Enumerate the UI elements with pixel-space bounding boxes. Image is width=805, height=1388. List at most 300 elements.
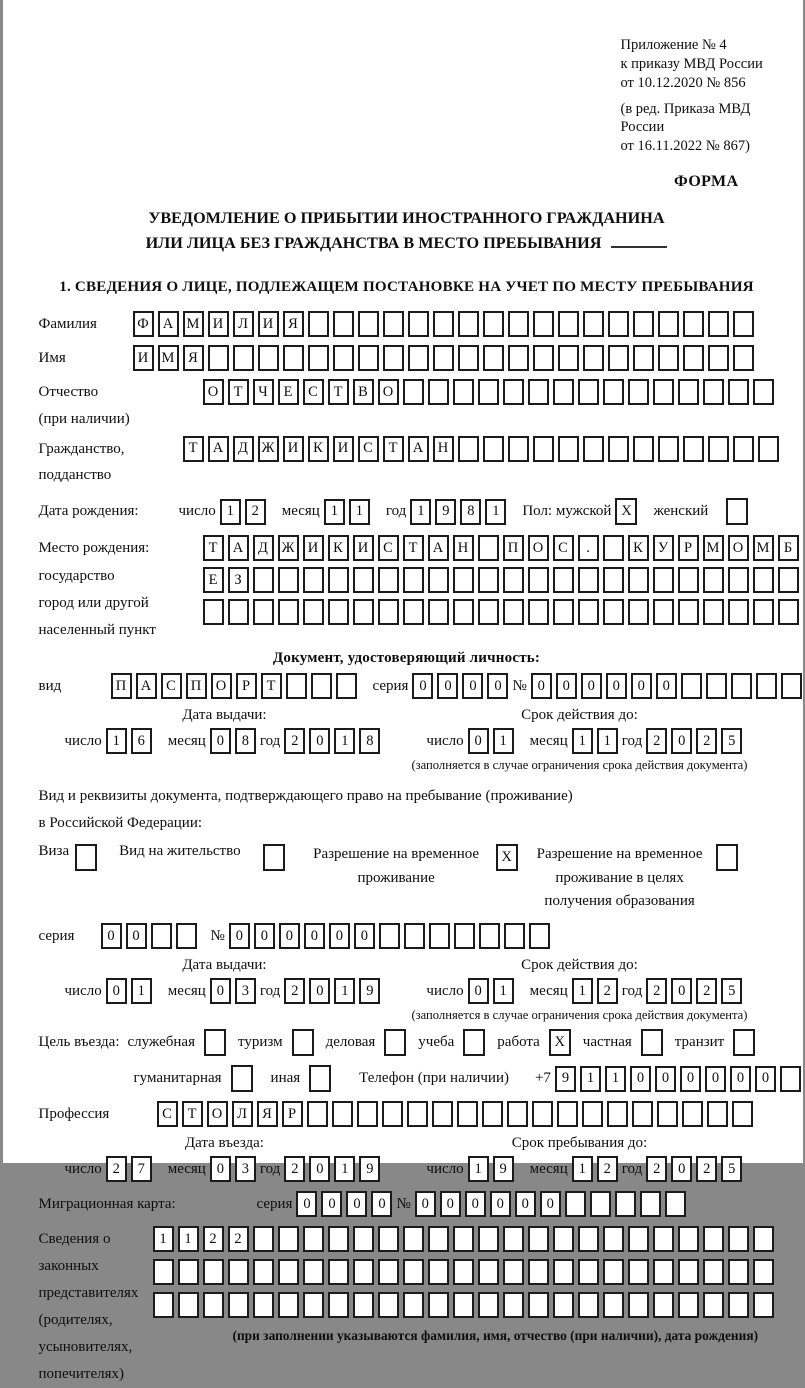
char-cell[interactable] xyxy=(278,1226,299,1252)
char-cell[interactable] xyxy=(553,1292,574,1318)
char-cell[interactable]: 0 xyxy=(630,1066,651,1092)
char-cell[interactable] xyxy=(433,345,454,371)
char-cell[interactable] xyxy=(428,379,449,405)
char-cell[interactable]: 0 xyxy=(671,728,692,754)
char-cell[interactable] xyxy=(578,1292,599,1318)
purpose-tourism-checkbox[interactable] xyxy=(292,1029,314,1056)
char-cell[interactable]: 5 xyxy=(721,1156,742,1182)
char-cell[interactable]: 0 xyxy=(468,728,489,754)
char-cell[interactable]: 0 xyxy=(468,978,489,1004)
char-cell[interactable]: 0 xyxy=(730,1066,751,1092)
char-cell[interactable] xyxy=(353,1259,374,1285)
char-cell[interactable]: 0 xyxy=(487,673,508,699)
char-cell[interactable] xyxy=(728,599,749,625)
char-cell[interactable] xyxy=(453,1292,474,1318)
char-cell[interactable]: 0 xyxy=(210,1156,231,1182)
char-cell[interactable] xyxy=(703,1226,724,1252)
char-cell[interactable] xyxy=(706,673,727,699)
char-cell[interactable]: Ж xyxy=(278,535,299,561)
char-cell[interactable] xyxy=(378,567,399,593)
char-cell[interactable] xyxy=(683,311,704,337)
char-cell[interactable] xyxy=(558,311,579,337)
char-cell[interactable]: 1 xyxy=(572,728,593,754)
char-cell[interactable] xyxy=(778,599,799,625)
char-cell[interactable]: 8 xyxy=(359,728,380,754)
char-cell[interactable] xyxy=(703,1292,724,1318)
char-cell[interactable]: 2 xyxy=(228,1226,249,1252)
char-cell[interactable] xyxy=(358,345,379,371)
char-cell[interactable] xyxy=(428,1226,449,1252)
char-cell[interactable]: С xyxy=(161,673,182,699)
char-cell[interactable] xyxy=(681,673,702,699)
char-cell[interactable]: 1 xyxy=(334,1156,355,1182)
char-cell[interactable] xyxy=(508,436,529,462)
char-cell[interactable]: М xyxy=(703,535,724,561)
char-cell[interactable] xyxy=(278,1292,299,1318)
char-cell[interactable] xyxy=(528,599,549,625)
char-cell[interactable]: 0 xyxy=(254,923,275,949)
char-cell[interactable]: А xyxy=(428,535,449,561)
char-cell[interactable]: 0 xyxy=(412,673,433,699)
char-cell[interactable] xyxy=(558,436,579,462)
char-cell[interactable] xyxy=(378,1292,399,1318)
char-cell[interactable] xyxy=(553,379,574,405)
char-cell[interactable] xyxy=(703,599,724,625)
char-cell[interactable]: 1 xyxy=(572,1156,593,1182)
char-cell[interactable] xyxy=(608,311,629,337)
char-cell[interactable] xyxy=(433,311,454,337)
temp-residence-checkbox[interactable]: X xyxy=(496,844,518,871)
char-cell[interactable] xyxy=(328,1292,349,1318)
char-cell[interactable] xyxy=(528,1226,549,1252)
char-cell[interactable] xyxy=(653,599,674,625)
char-cell[interactable] xyxy=(708,436,729,462)
char-cell[interactable]: 9 xyxy=(435,499,456,525)
char-cell[interactable]: 2 xyxy=(284,978,305,1004)
char-cell[interactable]: 9 xyxy=(359,1156,380,1182)
char-cell[interactable] xyxy=(508,311,529,337)
char-cell[interactable] xyxy=(303,1292,324,1318)
char-cell[interactable]: К xyxy=(328,535,349,561)
char-cell[interactable]: 1 xyxy=(349,499,370,525)
char-cell[interactable] xyxy=(603,567,624,593)
char-cell[interactable]: С xyxy=(157,1101,178,1127)
char-cell[interactable]: Л xyxy=(232,1101,253,1127)
char-cell[interactable]: Т xyxy=(261,673,282,699)
char-cell[interactable] xyxy=(553,567,574,593)
char-cell[interactable]: 2 xyxy=(696,978,717,1004)
char-cell[interactable] xyxy=(780,1066,801,1092)
char-cell[interactable] xyxy=(153,1292,174,1318)
char-cell[interactable] xyxy=(678,379,699,405)
purpose-other-checkbox[interactable] xyxy=(309,1065,331,1092)
char-cell[interactable]: 0 xyxy=(656,673,677,699)
char-cell[interactable]: Д xyxy=(253,535,274,561)
char-cell[interactable] xyxy=(683,436,704,462)
char-cell[interactable] xyxy=(453,567,474,593)
char-cell[interactable]: Е xyxy=(278,379,299,405)
char-cell[interactable] xyxy=(583,436,604,462)
char-cell[interactable]: У xyxy=(653,535,674,561)
char-cell[interactable] xyxy=(203,599,224,625)
char-cell[interactable] xyxy=(403,1259,424,1285)
char-cell[interactable]: 1 xyxy=(410,499,431,525)
char-cell[interactable] xyxy=(658,311,679,337)
char-cell[interactable] xyxy=(753,1292,774,1318)
char-cell[interactable]: 1 xyxy=(485,499,506,525)
char-cell[interactable] xyxy=(753,1259,774,1285)
char-cell[interactable] xyxy=(328,1259,349,1285)
char-cell[interactable]: 1 xyxy=(106,728,127,754)
char-cell[interactable] xyxy=(428,567,449,593)
char-cell[interactable] xyxy=(558,345,579,371)
char-cell[interactable] xyxy=(678,1259,699,1285)
char-cell[interactable]: 1 xyxy=(605,1066,626,1092)
char-cell[interactable] xyxy=(353,567,374,593)
char-cell[interactable] xyxy=(303,1259,324,1285)
char-cell[interactable] xyxy=(378,1259,399,1285)
char-cell[interactable]: А xyxy=(136,673,157,699)
char-cell[interactable]: 1 xyxy=(178,1226,199,1252)
char-cell[interactable] xyxy=(404,923,425,949)
char-cell[interactable] xyxy=(303,1226,324,1252)
char-cell[interactable]: 0 xyxy=(581,673,602,699)
char-cell[interactable]: Т xyxy=(183,436,204,462)
char-cell[interactable] xyxy=(665,1191,686,1217)
char-cell[interactable]: 0 xyxy=(229,923,250,949)
char-cell[interactable] xyxy=(353,1292,374,1318)
char-cell[interactable]: А xyxy=(208,436,229,462)
char-cell[interactable] xyxy=(628,567,649,593)
char-cell[interactable]: Е xyxy=(203,567,224,593)
char-cell[interactable]: 5 xyxy=(721,728,742,754)
char-cell[interactable]: 2 xyxy=(696,728,717,754)
char-cell[interactable] xyxy=(503,379,524,405)
char-cell[interactable] xyxy=(504,923,525,949)
char-cell[interactable] xyxy=(503,599,524,625)
char-cell[interactable] xyxy=(658,436,679,462)
residence-permit-checkbox[interactable] xyxy=(263,844,285,871)
char-cell[interactable] xyxy=(678,1226,699,1252)
char-cell[interactable] xyxy=(653,1259,674,1285)
char-cell[interactable]: 5 xyxy=(721,978,742,1004)
char-cell[interactable]: 2 xyxy=(284,1156,305,1182)
char-cell[interactable]: 0 xyxy=(309,728,330,754)
char-cell[interactable] xyxy=(728,567,749,593)
char-cell[interactable] xyxy=(403,1292,424,1318)
char-cell[interactable]: . xyxy=(578,535,599,561)
char-cell[interactable]: 1 xyxy=(334,728,355,754)
char-cell[interactable] xyxy=(707,1101,728,1127)
char-cell[interactable]: Т xyxy=(328,379,349,405)
char-cell[interactable]: Я xyxy=(257,1101,278,1127)
char-cell[interactable]: Н xyxy=(433,436,454,462)
char-cell[interactable] xyxy=(731,673,752,699)
char-cell[interactable] xyxy=(403,379,424,405)
char-cell[interactable] xyxy=(657,1101,678,1127)
char-cell[interactable]: 0 xyxy=(321,1191,342,1217)
char-cell[interactable] xyxy=(453,1226,474,1252)
char-cell[interactable] xyxy=(328,1226,349,1252)
char-cell[interactable]: 0 xyxy=(490,1191,511,1217)
char-cell[interactable]: 0 xyxy=(106,978,127,1004)
char-cell[interactable]: А xyxy=(408,436,429,462)
char-cell[interactable]: С xyxy=(303,379,324,405)
char-cell[interactable]: Ф xyxy=(133,311,154,337)
char-cell[interactable]: 3 xyxy=(235,1156,256,1182)
char-cell[interactable]: 0 xyxy=(531,673,552,699)
char-cell[interactable] xyxy=(533,311,554,337)
char-cell[interactable]: О xyxy=(528,535,549,561)
char-cell[interactable] xyxy=(653,1226,674,1252)
char-cell[interactable] xyxy=(603,599,624,625)
char-cell[interactable]: А xyxy=(228,535,249,561)
char-cell[interactable]: 0 xyxy=(126,923,147,949)
char-cell[interactable] xyxy=(553,1226,574,1252)
char-cell[interactable]: 0 xyxy=(606,673,627,699)
char-cell[interactable] xyxy=(528,1292,549,1318)
char-cell[interactable] xyxy=(603,1259,624,1285)
purpose-work-checkbox[interactable]: X xyxy=(549,1029,571,1056)
char-cell[interactable] xyxy=(603,1292,624,1318)
char-cell[interactable] xyxy=(728,379,749,405)
char-cell[interactable] xyxy=(703,379,724,405)
char-cell[interactable] xyxy=(503,1226,524,1252)
char-cell[interactable] xyxy=(578,1259,599,1285)
char-cell[interactable] xyxy=(333,311,354,337)
char-cell[interactable] xyxy=(528,379,549,405)
char-cell[interactable]: 9 xyxy=(555,1066,576,1092)
char-cell[interactable]: 1 xyxy=(468,1156,489,1182)
char-cell[interactable] xyxy=(479,923,500,949)
char-cell[interactable] xyxy=(176,923,197,949)
char-cell[interactable] xyxy=(453,599,474,625)
char-cell[interactable] xyxy=(732,1101,753,1127)
char-cell[interactable]: О xyxy=(728,535,749,561)
char-cell[interactable]: 1 xyxy=(131,978,152,1004)
char-cell[interactable]: Н xyxy=(453,535,474,561)
char-cell[interactable] xyxy=(608,345,629,371)
char-cell[interactable] xyxy=(253,567,274,593)
char-cell[interactable] xyxy=(483,436,504,462)
char-cell[interactable] xyxy=(533,436,554,462)
char-cell[interactable] xyxy=(503,567,524,593)
char-cell[interactable] xyxy=(733,311,754,337)
char-cell[interactable] xyxy=(353,599,374,625)
char-cell[interactable] xyxy=(632,1101,653,1127)
char-cell[interactable]: 0 xyxy=(540,1191,561,1217)
char-cell[interactable] xyxy=(408,345,429,371)
char-cell[interactable] xyxy=(303,567,324,593)
char-cell[interactable] xyxy=(458,345,479,371)
char-cell[interactable]: 0 xyxy=(655,1066,676,1092)
char-cell[interactable] xyxy=(682,1101,703,1127)
char-cell[interactable] xyxy=(253,1226,274,1252)
char-cell[interactable]: 0 xyxy=(371,1191,392,1217)
char-cell[interactable] xyxy=(153,1259,174,1285)
char-cell[interactable] xyxy=(528,567,549,593)
char-cell[interactable] xyxy=(508,345,529,371)
char-cell[interactable]: 1 xyxy=(220,499,241,525)
char-cell[interactable]: 2 xyxy=(203,1226,224,1252)
char-cell[interactable] xyxy=(278,567,299,593)
char-cell[interactable] xyxy=(633,436,654,462)
char-cell[interactable] xyxy=(528,1259,549,1285)
char-cell[interactable] xyxy=(628,1259,649,1285)
char-cell[interactable] xyxy=(333,345,354,371)
char-cell[interactable] xyxy=(578,1226,599,1252)
char-cell[interactable]: Д xyxy=(233,436,254,462)
char-cell[interactable] xyxy=(307,1101,328,1127)
char-cell[interactable]: 2 xyxy=(646,978,667,1004)
purpose-transit-checkbox[interactable] xyxy=(733,1029,755,1056)
char-cell[interactable] xyxy=(178,1292,199,1318)
char-cell[interactable] xyxy=(429,923,450,949)
char-cell[interactable]: 0 xyxy=(515,1191,536,1217)
char-cell[interactable]: 2 xyxy=(245,499,266,525)
char-cell[interactable]: 0 xyxy=(309,978,330,1004)
char-cell[interactable] xyxy=(603,379,624,405)
char-cell[interactable] xyxy=(728,1226,749,1252)
char-cell[interactable] xyxy=(728,1259,749,1285)
purpose-humanitarian-checkbox[interactable] xyxy=(231,1065,253,1092)
char-cell[interactable]: 0 xyxy=(210,728,231,754)
char-cell[interactable] xyxy=(303,599,324,625)
char-cell[interactable] xyxy=(286,673,307,699)
char-cell[interactable] xyxy=(703,567,724,593)
char-cell[interactable] xyxy=(336,673,357,699)
char-cell[interactable] xyxy=(478,379,499,405)
char-cell[interactable]: 9 xyxy=(493,1156,514,1182)
char-cell[interactable] xyxy=(228,1259,249,1285)
char-cell[interactable]: 1 xyxy=(580,1066,601,1092)
char-cell[interactable] xyxy=(228,599,249,625)
char-cell[interactable]: Т xyxy=(203,535,224,561)
char-cell[interactable] xyxy=(683,345,704,371)
char-cell[interactable]: О xyxy=(203,379,224,405)
char-cell[interactable] xyxy=(478,567,499,593)
char-cell[interactable]: 2 xyxy=(646,728,667,754)
char-cell[interactable] xyxy=(308,345,329,371)
char-cell[interactable]: 0 xyxy=(755,1066,776,1092)
char-cell[interactable]: 0 xyxy=(346,1191,367,1217)
char-cell[interactable]: И xyxy=(333,436,354,462)
char-cell[interactable]: 2 xyxy=(646,1156,667,1182)
char-cell[interactable] xyxy=(653,567,674,593)
char-cell[interactable] xyxy=(332,1101,353,1127)
char-cell[interactable] xyxy=(628,1226,649,1252)
char-cell[interactable] xyxy=(503,1292,524,1318)
char-cell[interactable] xyxy=(253,1292,274,1318)
char-cell[interactable] xyxy=(603,535,624,561)
char-cell[interactable] xyxy=(457,1101,478,1127)
char-cell[interactable] xyxy=(529,923,550,949)
char-cell[interactable]: 1 xyxy=(493,978,514,1004)
char-cell[interactable] xyxy=(708,345,729,371)
char-cell[interactable]: Р xyxy=(678,535,699,561)
char-cell[interactable]: 0 xyxy=(309,1156,330,1182)
char-cell[interactable]: 1 xyxy=(324,499,345,525)
char-cell[interactable]: Т xyxy=(383,436,404,462)
char-cell[interactable] xyxy=(582,1101,603,1127)
char-cell[interactable]: Р xyxy=(282,1101,303,1127)
char-cell[interactable]: 0 xyxy=(304,923,325,949)
char-cell[interactable]: 0 xyxy=(210,978,231,1004)
purpose-study-checkbox[interactable] xyxy=(463,1029,485,1056)
char-cell[interactable] xyxy=(565,1191,586,1217)
char-cell[interactable]: И xyxy=(208,311,229,337)
char-cell[interactable]: И xyxy=(283,436,304,462)
char-cell[interactable]: 2 xyxy=(284,728,305,754)
char-cell[interactable] xyxy=(578,599,599,625)
char-cell[interactable]: Т xyxy=(228,379,249,405)
char-cell[interactable] xyxy=(178,1259,199,1285)
char-cell[interactable]: О xyxy=(207,1101,228,1127)
char-cell[interactable]: И xyxy=(353,535,374,561)
char-cell[interactable]: И xyxy=(133,345,154,371)
char-cell[interactable] xyxy=(353,1226,374,1252)
gender-male-checkbox[interactable]: X xyxy=(615,498,637,525)
char-cell[interactable] xyxy=(678,1292,699,1318)
char-cell[interactable]: 0 xyxy=(556,673,577,699)
char-cell[interactable] xyxy=(428,1292,449,1318)
char-cell[interactable]: 0 xyxy=(465,1191,486,1217)
char-cell[interactable]: М xyxy=(753,535,774,561)
char-cell[interactable] xyxy=(503,1259,524,1285)
char-cell[interactable]: Я xyxy=(283,311,304,337)
char-cell[interactable] xyxy=(633,345,654,371)
char-cell[interactable] xyxy=(378,599,399,625)
char-cell[interactable]: 8 xyxy=(460,499,481,525)
char-cell[interactable] xyxy=(358,311,379,337)
char-cell[interactable]: 1 xyxy=(334,978,355,1004)
char-cell[interactable]: 1 xyxy=(597,728,618,754)
visa-checkbox[interactable] xyxy=(75,844,97,871)
char-cell[interactable] xyxy=(253,599,274,625)
char-cell[interactable]: 0 xyxy=(415,1191,436,1217)
char-cell[interactable] xyxy=(653,379,674,405)
char-cell[interactable]: 2 xyxy=(597,1156,618,1182)
char-cell[interactable]: К xyxy=(628,535,649,561)
char-cell[interactable] xyxy=(633,311,654,337)
char-cell[interactable] xyxy=(482,1101,503,1127)
char-cell[interactable]: П xyxy=(503,535,524,561)
char-cell[interactable]: 0 xyxy=(296,1191,317,1217)
char-cell[interactable] xyxy=(557,1101,578,1127)
char-cell[interactable] xyxy=(258,345,279,371)
purpose-business-checkbox[interactable] xyxy=(384,1029,406,1056)
char-cell[interactable] xyxy=(678,599,699,625)
char-cell[interactable]: Л xyxy=(233,311,254,337)
char-cell[interactable]: П xyxy=(111,673,132,699)
char-cell[interactable]: 9 xyxy=(359,978,380,1004)
char-cell[interactable] xyxy=(628,1292,649,1318)
char-cell[interactable]: С xyxy=(553,535,574,561)
char-cell[interactable]: Б xyxy=(778,535,799,561)
char-cell[interactable] xyxy=(278,1259,299,1285)
char-cell[interactable]: 0 xyxy=(631,673,652,699)
char-cell[interactable] xyxy=(753,379,774,405)
char-cell[interactable]: 6 xyxy=(131,728,152,754)
char-cell[interactable]: 0 xyxy=(329,923,350,949)
char-cell[interactable] xyxy=(608,436,629,462)
char-cell[interactable]: С xyxy=(378,535,399,561)
char-cell[interactable] xyxy=(607,1101,628,1127)
char-cell[interactable] xyxy=(328,599,349,625)
char-cell[interactable] xyxy=(378,1226,399,1252)
char-cell[interactable]: 2 xyxy=(597,978,618,1004)
char-cell[interactable]: 8 xyxy=(235,728,256,754)
